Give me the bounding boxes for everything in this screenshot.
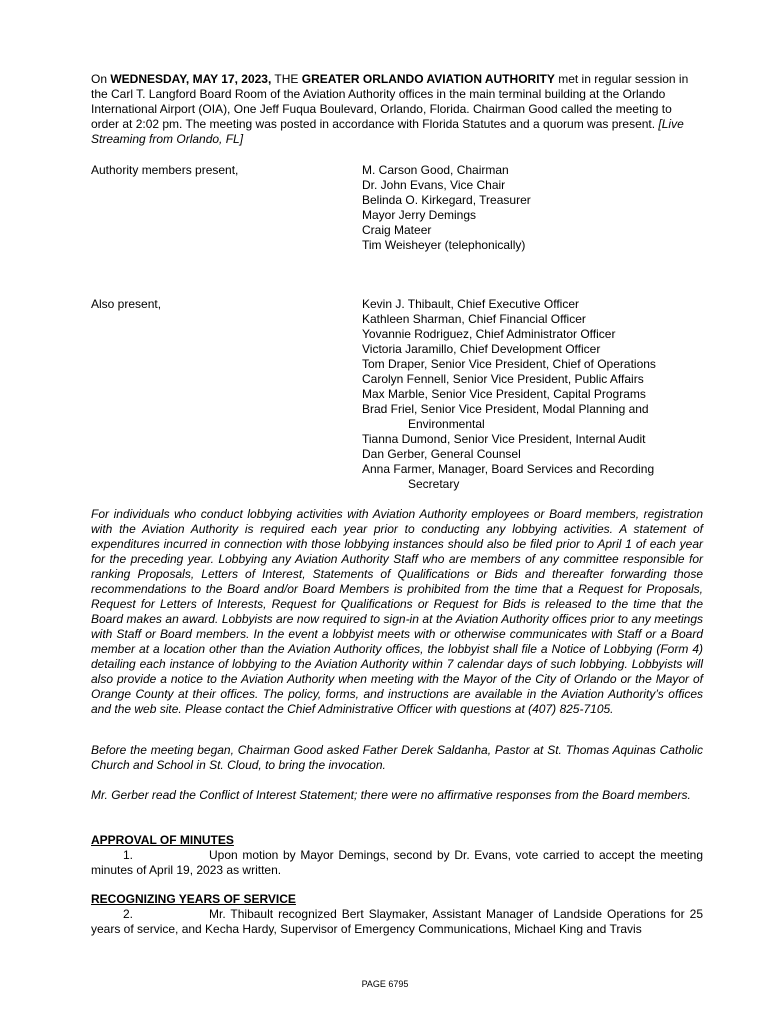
authority-name: GREATER ORLANDO AVIATION AUTHORITY <box>301 72 555 86</box>
intro-mid: THE <box>271 72 302 86</box>
intro-prefix: On <box>91 72 111 86</box>
meeting-date: WEDNESDAY, MAY 17, 2023, <box>110 72 272 86</box>
list-item: Yovannie Rodriguez, Chief Administrator Officer <box>362 327 616 341</box>
years-of-service-heading: RECOGNIZING YEARS OF SERVICE <box>91 892 296 906</box>
approval-of-minutes-heading: APPROVAL OF MINUTES <box>91 833 234 847</box>
list-item: Anna Farmer, Manager, Board Services and Recording <box>362 462 655 476</box>
list-item-continuation: Secretary <box>408 477 460 491</box>
also-present-list <box>362 297 707 492</box>
intro-paragraph <box>91 72 703 147</box>
also-present-label: Also present, <box>91 297 162 311</box>
list-item: Tom Draper, Senior Vice President, Chief of Operations <box>362 357 656 371</box>
list-item-continuation: Environmental <box>408 417 485 431</box>
list-item: Max Marble, Senior Vice President, Capital Programs <box>362 387 646 401</box>
list-item: Kathleen Sharman, Chief Financial Officer <box>362 312 586 326</box>
list-item: Dan Gerber, General Counsel <box>362 447 521 461</box>
live-streaming-note: [Live Streaming from Orlando, FL] <box>91 117 684 146</box>
approval-of-minutes-paragraph <box>91 848 703 878</box>
list-item: Belinda O. Kirkegard, Treasurer <box>362 193 531 207</box>
intro-rest: met in regular session in the Carl T. Langford Board Room of the Aviation Authority offices in the main terminal building at the Orlando International Airport (OIA), One Jeff Fuqua Boulevard, Orlando, Florida. Chairman Good called the meeting to order at 2:02 pm. The meeting was posted in accordance with Florida Statutes and a quorum was present. <box>91 72 689 131</box>
list-item: Kevin J. Thibault, Chief Executive Officer <box>362 297 579 311</box>
invocation-paragraph: Before the meeting began, Chairman Good asked Father Derek Saldanha, Pastor at St. Thomas Aquinas Catholic Church and School in St. Cloud, to bring the invocation. <box>91 743 703 772</box>
list-item: Victoria Jaramillo, Chief Development Officer <box>362 342 601 356</box>
years-of-service-paragraph <box>91 907 703 937</box>
list-item: Craig Mateer <box>362 223 432 237</box>
page-number-footer: PAGE 6795 <box>361 979 409 989</box>
list-item: Dr. John Evans, Vice Chair <box>362 178 506 192</box>
item-text: Mr. Thibault recognized Bert Slaymaker, Assistant Manager of Landside Operations for 25 years of service, and Kecha Hardy, Supervisor of Emergency Communications, Michael King and Travis <box>91 907 703 936</box>
item-text: Upon motion by Mayor Demings, second by Dr. Evans, vote carried to accept the meeting minutes of April 19, 2023 as written. <box>91 848 703 877</box>
item-number: 1. <box>123 848 134 862</box>
list-item: M. Carson Good, Chairman <box>362 163 509 177</box>
list-item: Brad Friel, Senior Vice President, Modal Planning and <box>362 402 649 416</box>
conflict-statement-paragraph: Mr. Gerber read the Conflict of Interest Statement; there were no affirmative responses from the Board members. <box>91 788 691 802</box>
lobbying-notice-paragraph: For individuals who conduct lobbying activities with Aviation Authority employees or Board members, registration with the Aviation Authority is required each year prior to conducting any lobbying activities. A statement of expenditures incurred in connection with those lobbying instances should also be filed prior to April 1 of each year for the preceding year. Lobbying any Aviation Authority Staff who are members of any committee responsible for ranking Proposals, Letters of Interest, Statements of Qualifications or Bids and thereafter forwarding those recommendations to the Board and/or Board Members is prohibited from the time that a Request for Proposals, Request for Letters of Interests, Request for Qualifications or Request for Bids is released to the time that the Board makes an award. Lobbyists are now required to sign-in at the Aviation Authority offices prior to any meetings with Staff or Board members. In the event a lobbyist meets with or otherwise communicates with Staff or a Board member at a location other than the Aviation Authority offices, the lobbyist shall file a Notice of Lobbying (Form 4) detailing each instance of lobbying to the Aviation Authority within 7 calendar days of such lobbying. Lobbyists will also provide a notice to the Aviation Authority when meeting with the Mayor of the City of Orlando or the Mayor of Orange County at their offices. The policy, forms, and instructions are available in the Aviation Authority’s offices and the web site. Please contact the Chief Administrative Officer with questions at (407) 825-7105. <box>91 507 703 716</box>
members-present-list <box>362 163 707 253</box>
members-present-label: Authority members present, <box>91 163 239 177</box>
list-item: Mayor Jerry Demings <box>362 208 477 222</box>
list-item: Tianna Dumond, Senior Vice President, Internal Audit <box>362 432 646 446</box>
list-item: Carolyn Fennell, Senior Vice President, Public Affairs <box>362 372 644 386</box>
list-item: Tim Weisheyer (telephonically) <box>362 238 526 252</box>
item-number: 2. <box>123 907 134 921</box>
